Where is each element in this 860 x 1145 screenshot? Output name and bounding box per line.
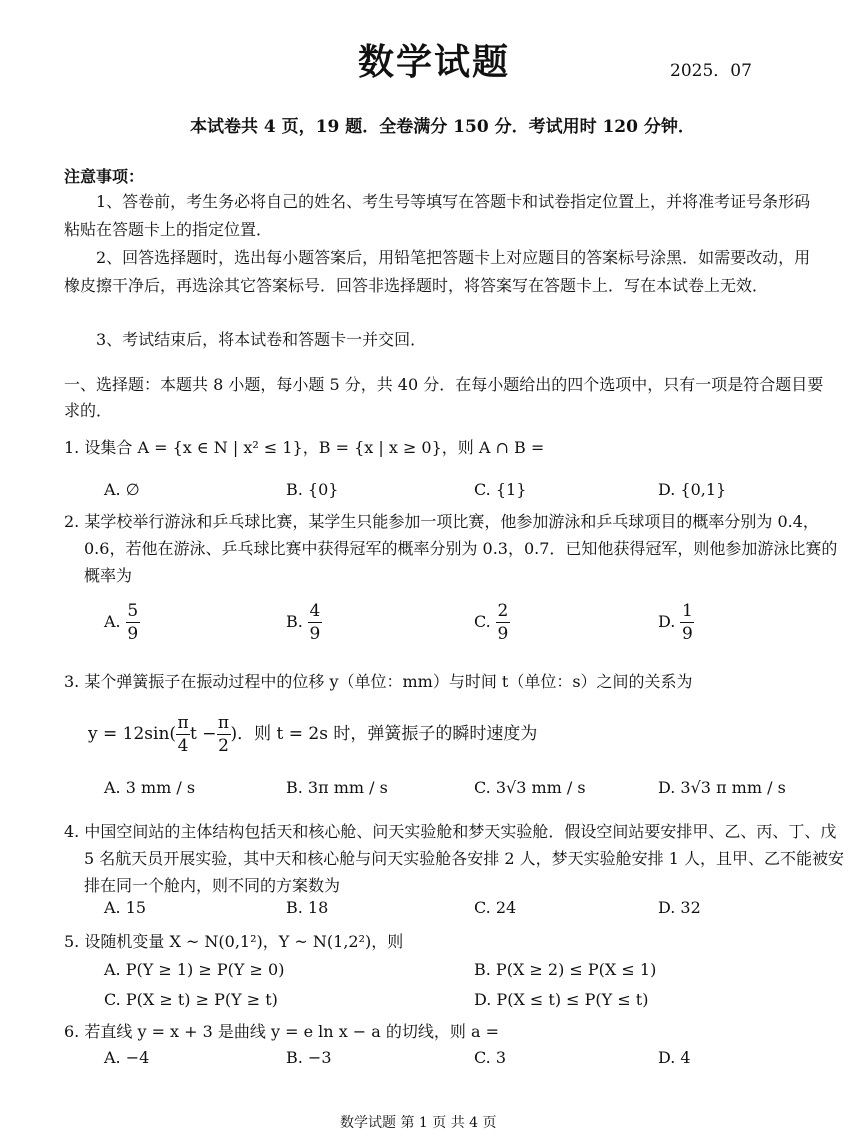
numerator: 4 [309,601,321,621]
formula-part: t − [190,724,217,744]
numerator: 5 [127,601,139,621]
question-6-option-a: A. −4 [104,1048,150,1067]
option-label: A. [104,612,121,631]
question-1-option-d: D. {0,1} [658,480,727,499]
question-5-option-b: B. P(X ≥ 2) ≤ P(X ≤ 1) [474,960,657,979]
notice-title: 注意事项： [64,167,145,186]
question-3-stem: 3. 某个弹簧振子在振动过程中的位移 y（单位：mm）与时间 t（单位：s）之间的关系为 [64,672,693,691]
question-1-stem: 1. 设集合 A = {x ∈ N | x² ≤ 1}，B = {x | x ≥ 0}，则 A ∩ B = [64,438,545,457]
notice-item-1: 1、答卷前，考生务必将自己的姓名、考生号等填写在答题卡和试卷指定位置上，并将准考证号条形码粘贴在答题卡上的指定位置． [64,192,811,239]
fraction [308,602,322,643]
option-label: C. [474,612,491,631]
numerator: π [217,713,230,733]
question-4-option-d: D. 32 [658,898,701,917]
question-2-stem: 2. 某学校举行游泳和乒乓球比赛，某学生只能参加一项比赛，他参加游泳和乒乓球项目的概率分别为 0.4，0.6，若他在游泳、乒乓球比赛中获得冠军的概率分别为 0.3，0.7．已知他获得冠军，则他参加游泳比赛的概率为 [64,512,838,585]
question-5-option-d: D. P(X ≤ t) ≤ P(Y ≤ t) [474,990,649,1009]
section-heading: 一、选择题：本题共 8 小题，每小题 5 分，共 40 分．在每小题给出的四个选项中，只有一项是符合题目要求的． [64,375,824,420]
question-6-stem: 6. 若直线 y = x + 3 是曲线 y = e ln x − a 的切线，则 a = [64,1022,500,1041]
denominator: 4 [177,736,189,756]
fraction [217,714,231,755]
numerator: π [177,713,189,733]
question-6-option-b: B. −3 [286,1048,332,1067]
option-label: B. [286,612,303,631]
question-4-option-a: A. 15 [104,898,147,917]
fraction [680,602,694,643]
question-3-option-d: D. 3√3 π mm / s [658,778,786,797]
numerator: 1 [682,601,693,621]
fraction [126,602,140,643]
denominator: 9 [127,624,139,644]
fraction [496,602,510,643]
question-3-option-b: B. 3π mm / s [286,778,388,797]
question-1-option-c: C. {1} [474,480,527,499]
question-3-option-a: A. 3 mm / s [104,778,196,797]
denominator: 9 [309,624,321,644]
question-2-option-c [474,602,510,643]
question-4-option-c: C. 24 [474,898,517,917]
numerator: 2 [497,601,509,621]
denominator: 2 [218,736,229,756]
formula-part: y = 12sin( [88,724,177,744]
question-5-option-a: A. P(Y ≥ 1) ≥ P(Y ≥ 0) [104,960,285,979]
denominator: 9 [682,624,693,644]
question-2-option-a [104,602,140,643]
question-6-option-d: D. 4 [658,1048,691,1067]
exam-date: 2025．07 [670,61,752,81]
notice-item-2: 2、回答选择题时，选出每小题答案后，用铅笔把答题卡上对应题目的答案标号涂黑．如需要改动，用橡皮擦干净后，再选涂其它答案标号．回答非选择题时，将答案写在答题卡上．写在本试卷上无效． [64,248,811,295]
page-footer: 数学试题 第 1 页 共 4 页 [340,1115,497,1131]
question-6-option-c: C. 3 [474,1048,507,1067]
question-4-stem: 4. 中国空间站的主体结构包括天和核心舱、问天实验舱和梦天实验舱．假设空间站要安排甲、乙、丙、丁、戊 5 名航天员开展实验，其中天和核心舱与问天实验舱各安排 2 人，梦天实验舱安排 1 人，且甲、乙不能被安排在同一个舱内，则不同的方案数为 [64,822,844,895]
denominator: 9 [497,624,509,644]
notice-item-3: 3、考试结束后，将本试卷和答题卡一并交回． [96,330,427,349]
question-1-option-a: A. ∅ [104,480,140,499]
exam-intro: 本试卷共 4 页，19 题．全卷满分 150 分．考试用时 120 分钟． [190,117,695,137]
question-2-option-b [286,602,322,643]
question-5-option-c: C. P(X ≥ t) ≥ P(Y ≥ t) [104,990,278,1009]
formula-part: )．则 t = 2s 时，弹簧振子的瞬时速度为 [230,724,538,744]
question-1-option-b: B. {0} [286,480,339,499]
option-label: D. [658,612,676,631]
question-2-option-d [658,602,694,643]
question-5-stem: 5. 设随机变量 X ~ N(0,1²)，Y ~ N(1,2²)，则 [64,932,404,951]
page-title: 数学试题 [358,41,511,83]
question-3-option-c: C. 3√3 mm / s [474,778,586,797]
question-4-option-b: B. 18 [286,898,329,917]
fraction [176,714,190,755]
question-3-formula [88,714,537,755]
